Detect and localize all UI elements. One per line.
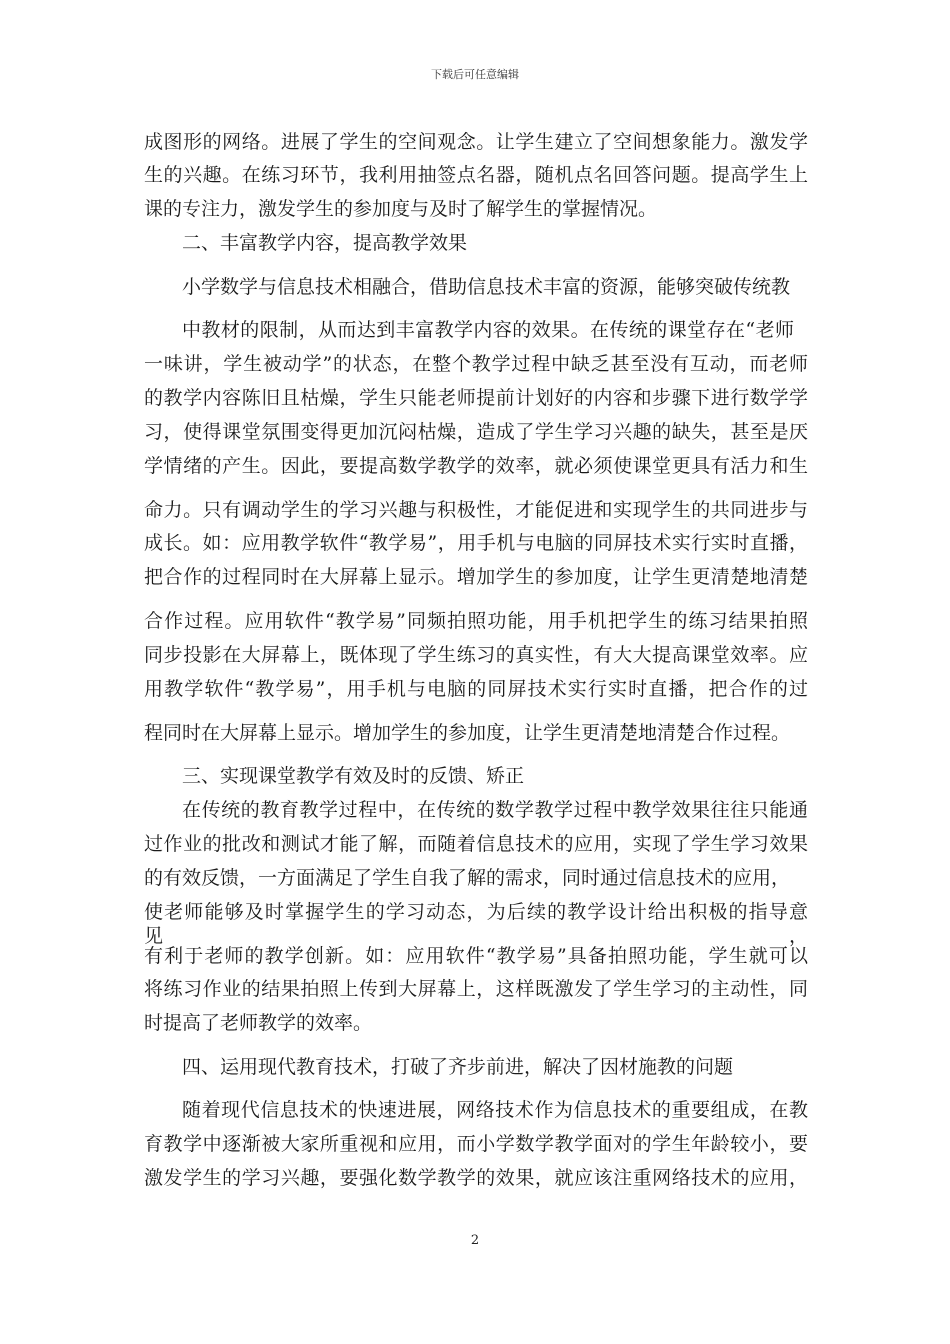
text-line: 用教学软件“教学易”，用手机与电脑的同屏技术实行实时直播，把合作的过 [144,678,808,700]
text-line: 有利于老师的教学创新。如：应用软件“教学易”具备拍照功能，学生就可以 [144,945,808,967]
text-line: 二、丰富教学内容，提高教学效果 [182,232,468,254]
text-line: 小学数学与信息技术相融合，借助信息技术丰富的资源，能够突破传统教 [182,276,791,298]
text-line: 命力。只有调动学生的学习兴趣与积极性，才能促进和实现学生的共同进步与 [144,499,808,521]
text-line: 程同时在大屏幕上显示。增加学生的参加度，让学生更清楚地清楚合作过程。 [144,722,791,744]
text-line: 育教学中逐渐被大家所重视和应用，而小学数学教学面对的学生年龄较小，要 [144,1133,808,1155]
page-number: 2 [470,1233,480,1248]
text-line: 激发学生的学习兴趣，要强化数学教学的效果，就应该注重网络技术的应用， [144,1167,808,1189]
text-line: 中教材的限制，从而达到丰富教学内容的效果。在传统的课堂存在“老师 [182,319,794,341]
text-line: 生的兴趣。在练习环节，我利用抽签点名器，随机点名回答问题。提高学生上 [144,164,808,186]
text-line: 使老师能够及时掌握学生的学习动态，为后续的教学设计给出积极的指导意见， [144,901,808,947]
text-line: 的教学内容陈旧且枯燥，学生只能老师提前计划好的内容和步骤下进行数学学 [144,387,808,409]
text-line: 的有效反馈，一方面满足了学生自我了解的需求，同时通过信息技术的应用， [144,867,791,889]
text-line: 随着现代信息技术的快速进展，网络技术作为信息技术的重要组成，在教 [182,1099,808,1121]
text-line: 同步投影在大屏幕上，既体现了学生练习的真实性，有大大提高课堂效率。应 [144,644,808,666]
text-line: 合作过程。应用软件“教学易”同频拍照功能，用手机把学生的练习结果拍照 [144,610,808,632]
text-line: 四、运用现代教育技术，打破了齐步前进，解决了因材施教的问题 [182,1056,734,1078]
text-line: 成图形的网络。进展了学生的空间观念。让学生建立了空间想象能力。激发学 [144,131,808,153]
text-line: 过作业的批改和测试才能了解，而随着信息技术的应用，实现了学生学习效果 [144,833,808,855]
page-header: 下载后可任意编辑 [431,68,519,81]
text-line: 把合作的过程同时在大屏幕上显示。增加学生的参加度，让学生更清楚地清楚 [144,566,808,588]
text-line: 成长。如：应用教学软件“教学易”，用手机与电脑的同屏技术实行实时直播， [144,532,808,554]
text-line: 在传统的教育教学过程中，在传统的数学教学过程中教学效果往往只能通 [182,799,808,821]
text-line: 将练习作业的结果拍照上传到大屏幕上，这样既激发了学生学习的主动性，同 [144,978,808,1000]
text-line: 时提高了老师教学的效率。 [144,1012,373,1034]
text-line: 一味讲，学生被动学”的状态，在整个教学过程中缺乏甚至没有互动，而老师 [144,353,808,375]
text-line: 习，使得课堂氛围变得更加沉闷枯燥，造成了学生学习兴趣的缺失，甚至是厌 [144,421,808,443]
text-line: 学情绪的产生。因此，要提高数学教学的效率，就必须使课堂更具有活力和生 [144,455,808,477]
text-line: 三、实现课堂教学有效及时的反馈、矫正 [182,765,525,787]
text-line: 课的专注力，激发学生的参加度与及时了解学生的掌握情况。 [144,198,658,220]
